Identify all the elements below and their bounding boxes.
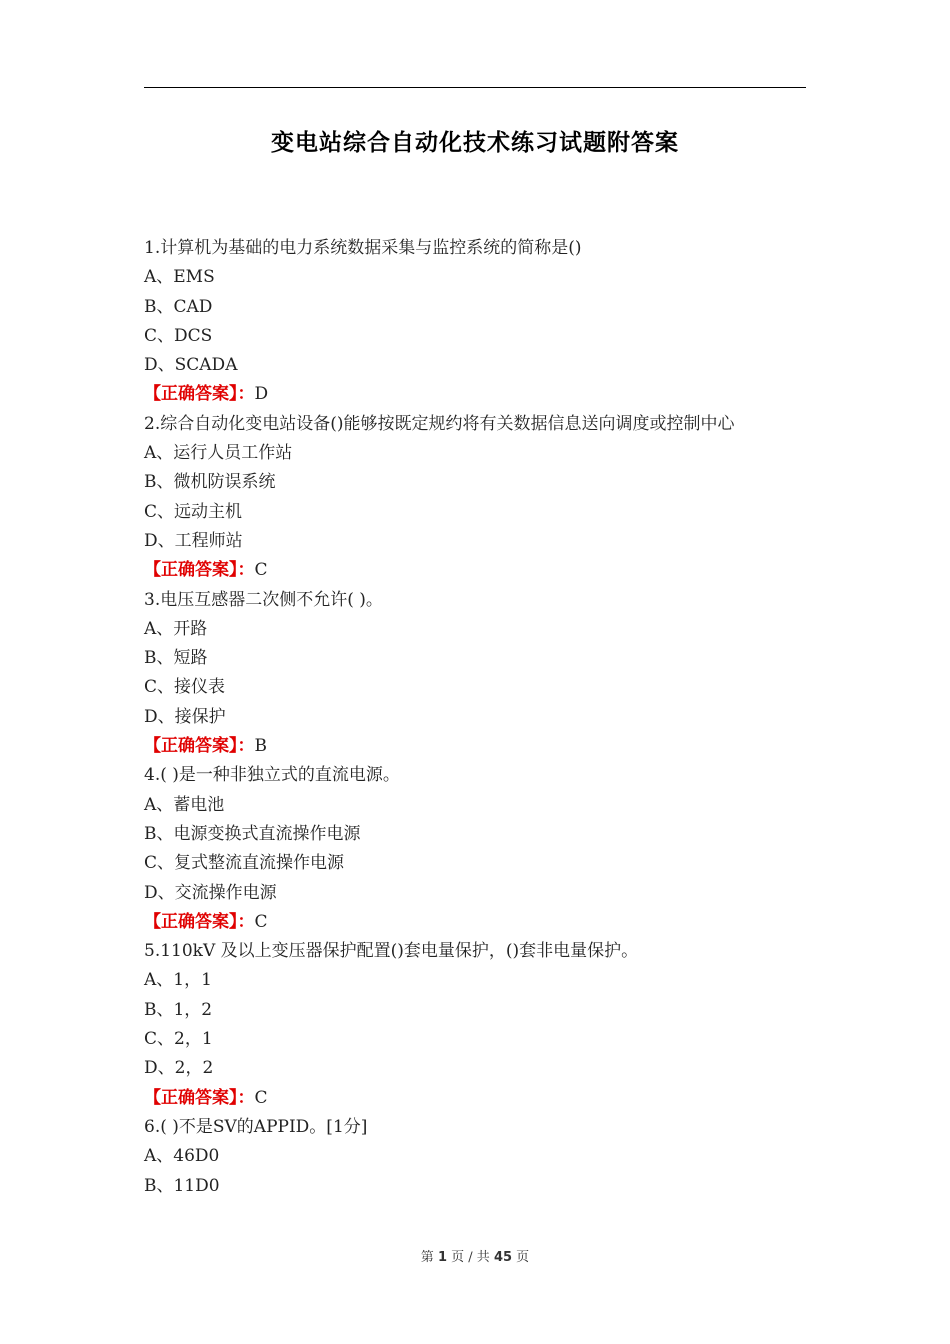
footer-total-pages: 45: [493, 1250, 513, 1265]
option: D、工程师站: [144, 530, 243, 551]
option: B、11D0: [144, 1175, 220, 1196]
answer-line: [144, 908, 804, 937]
option: C、接仪表: [144, 677, 226, 698]
question-text: 2.综合自动化变电站设备()能够按既定规约将有关数据信息送向调度或控制中心: [144, 413, 735, 434]
answer-value: D: [254, 384, 269, 405]
answer-line: [144, 556, 804, 585]
question-text: 5.110kV 及以上变压器保护配置()套电量保护，()套非电量保护。: [144, 941, 639, 962]
option: C、DCS: [144, 325, 213, 346]
answer-value: C: [254, 911, 268, 932]
question-text: 3.电压互感器二次侧不允许( )。: [144, 589, 383, 610]
footer-prefix: 第: [420, 1250, 434, 1265]
option: A、EMS: [144, 267, 215, 288]
question-text: 6.( )不是SV的APPID。[1分]: [144, 1116, 368, 1137]
answer-line: [144, 732, 804, 761]
option: D、SCADA: [144, 355, 238, 376]
option: A、开路: [144, 618, 208, 639]
option: C、远动主机: [144, 501, 243, 522]
option: A、运行人员工作站: [144, 443, 293, 464]
option: D、交流操作电源: [144, 882, 277, 903]
footer-mid: 页 / 共: [451, 1250, 490, 1265]
answer-label: 【正确答案】：: [144, 1087, 255, 1108]
answer-line: [144, 1084, 804, 1113]
answer-label: 【正确答案】：: [144, 560, 255, 581]
option: A、蓄电池: [144, 794, 225, 815]
answer-label: 【正确答案】：: [144, 736, 255, 757]
footer-page-number: 1: [437, 1250, 447, 1265]
option: D、2，2: [144, 1058, 214, 1079]
option: B、CAD: [144, 296, 213, 317]
answer-label: 【正确答案】：: [144, 911, 255, 932]
option: C、复式整流直流操作电源: [144, 853, 345, 874]
answer-line: [144, 380, 804, 409]
question-list: [144, 234, 804, 1201]
document-title: 变电站综合自动化技术练习试题附答案: [271, 130, 679, 156]
option: B、1，2: [144, 999, 213, 1020]
answer-value: B: [254, 736, 267, 757]
answer-value: C: [254, 560, 268, 581]
option: B、短路: [144, 648, 208, 669]
question-text: 4.( )是一种非独立式的直流电源。: [144, 765, 400, 786]
option: C、2，1: [144, 1029, 213, 1050]
option: B、电源变换式直流操作电源: [144, 823, 361, 844]
footer-suffix: 页: [516, 1250, 530, 1265]
option: D、接保护: [144, 706, 226, 727]
option: A、1，1: [144, 970, 212, 991]
answer-label: 【正确答案】：: [144, 384, 255, 405]
option: B、微机防误系统: [144, 472, 276, 493]
page-footer: [0, 1246, 950, 1265]
header-rule: [144, 87, 806, 88]
option: A、46D0: [144, 1146, 220, 1167]
question-text: 1.计算机为基础的电力系统数据采集与监控系统的简称是(): [144, 238, 582, 258]
answer-value: C: [254, 1087, 268, 1108]
